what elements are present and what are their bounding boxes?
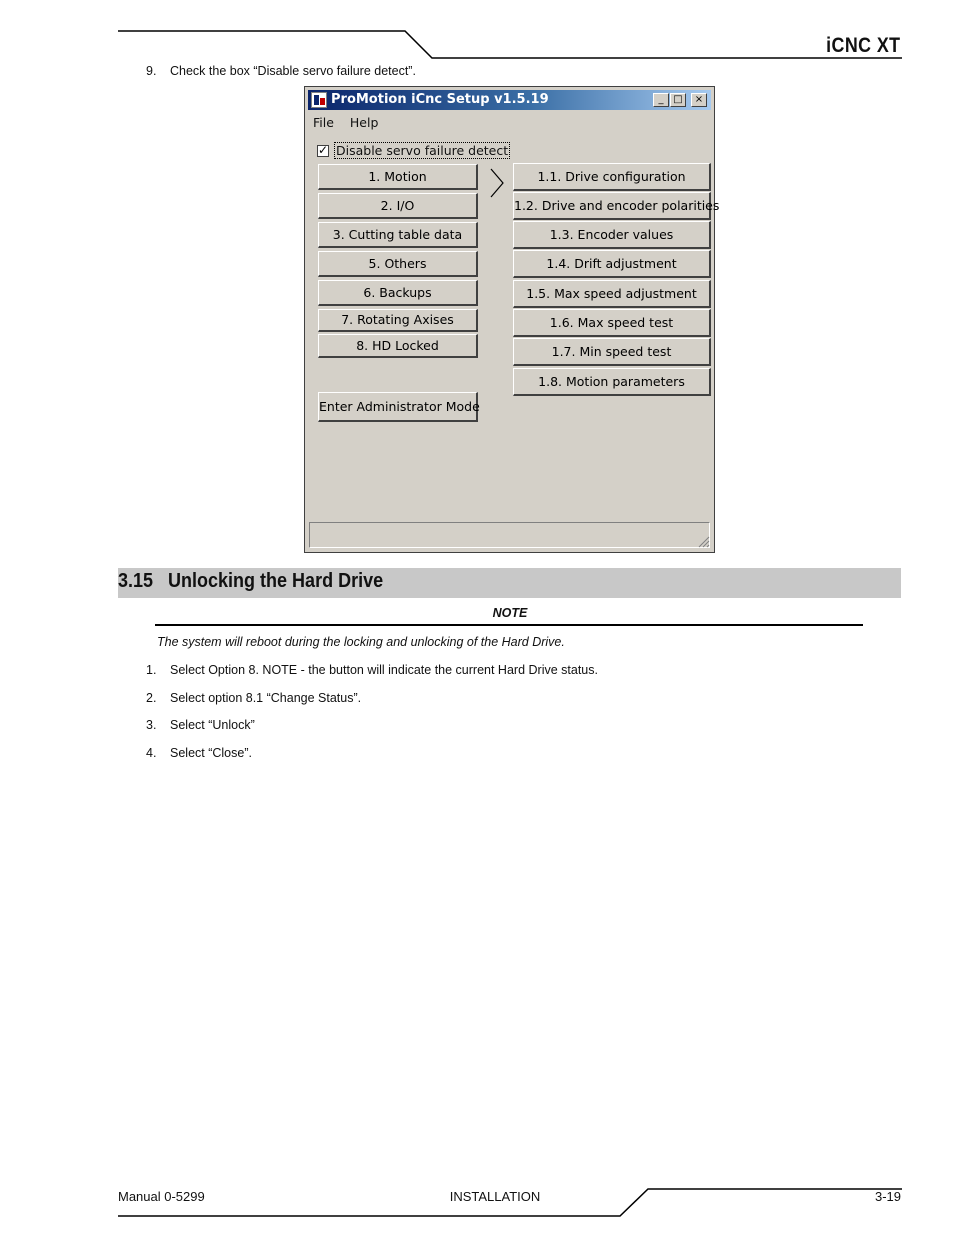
section-number: 3.15: [118, 570, 154, 592]
checkbox-box[interactable]: [317, 145, 329, 157]
menu-help[interactable]: Help: [349, 115, 379, 130]
footer-manual-number: Manual 0-5299: [118, 1189, 205, 1204]
button-others[interactable]: 5. Others: [318, 251, 478, 277]
button-max-speed-adjustment[interactable]: 1.5. Max speed adjustment: [513, 280, 711, 308]
minimize-button[interactable]: _: [653, 93, 669, 107]
note-rule: [155, 624, 863, 626]
step-number: 4.: [146, 746, 157, 760]
step-number: 9.: [146, 64, 157, 78]
enter-admin-mode-button[interactable]: Enter Administrator Mode: [318, 392, 478, 422]
button-backups[interactable]: 6. Backups: [318, 280, 478, 306]
button-motion[interactable]: 1. Motion: [318, 164, 478, 190]
button-drive-encoder-polarities[interactable]: 1.2. Drive and encoder polarities: [513, 192, 711, 220]
button-drive-configuration[interactable]: 1.1. Drive configuration: [513, 163, 711, 191]
step-number: 3.: [146, 718, 157, 732]
button-io[interactable]: 2. I/O: [318, 193, 478, 219]
step-text: Select “Unlock”: [170, 718, 255, 732]
close-button[interactable]: ×: [691, 93, 707, 107]
button-min-speed-test[interactable]: 1.7. Min speed test: [513, 338, 711, 366]
disable-servo-checkbox[interactable]: [317, 143, 509, 158]
status-bar: [309, 522, 710, 548]
header-rule: [0, 0, 954, 70]
menu-bar: [313, 115, 390, 130]
button-cutting-table-data[interactable]: 3. Cutting table data: [318, 222, 478, 248]
maximize-button[interactable]: □: [670, 93, 686, 107]
footer-page-number: 3-19: [874, 1189, 901, 1204]
note-text: The system will reboot during the locking and unlocking of the Hard Drive.: [157, 635, 565, 649]
chevron-right-icon: [487, 167, 507, 199]
step-text: Select Option 8. NOTE - the button will indicate the current Hard Drive status.: [170, 663, 598, 677]
section-title: [118, 570, 383, 593]
step-number: 2.: [146, 691, 157, 705]
step-text: Check the box “Disable servo failure detect”.: [170, 64, 416, 78]
step-text: Select option 8.1 “Change Status”.: [170, 691, 362, 705]
title-bar[interactable]: [308, 90, 711, 110]
step-number: 1.: [146, 663, 157, 677]
menu-file[interactable]: File: [313, 115, 334, 130]
window-title: ProMotion iCnc Setup v1.5.19: [331, 92, 549, 107]
step-text: Select “Close”.: [170, 746, 252, 760]
setup-window: [304, 86, 720, 553]
section-title-text: Unlocking the Hard Drive: [168, 570, 384, 592]
app-icon: [311, 92, 327, 108]
button-encoder-values[interactable]: 1.3. Encoder values: [513, 221, 711, 249]
note-title: NOTE: [492, 606, 528, 620]
brand-title: iCNC XT: [825, 34, 900, 57]
resize-grip-icon[interactable]: [698, 536, 710, 548]
checkbox-label: Disable servo failure detect: [336, 143, 509, 158]
button-rotating-axises[interactable]: 7. Rotating Axises: [318, 309, 478, 332]
button-max-speed-test[interactable]: 1.6. Max speed test: [513, 309, 711, 337]
footer-chapter: INSTALLATION: [449, 1189, 541, 1204]
button-motion-parameters[interactable]: 1.8. Motion parameters: [513, 368, 711, 396]
button-drift-adjustment[interactable]: 1.4. Drift adjustment: [513, 250, 711, 278]
button-hd-locked[interactable]: 8. HD Locked: [318, 334, 478, 358]
